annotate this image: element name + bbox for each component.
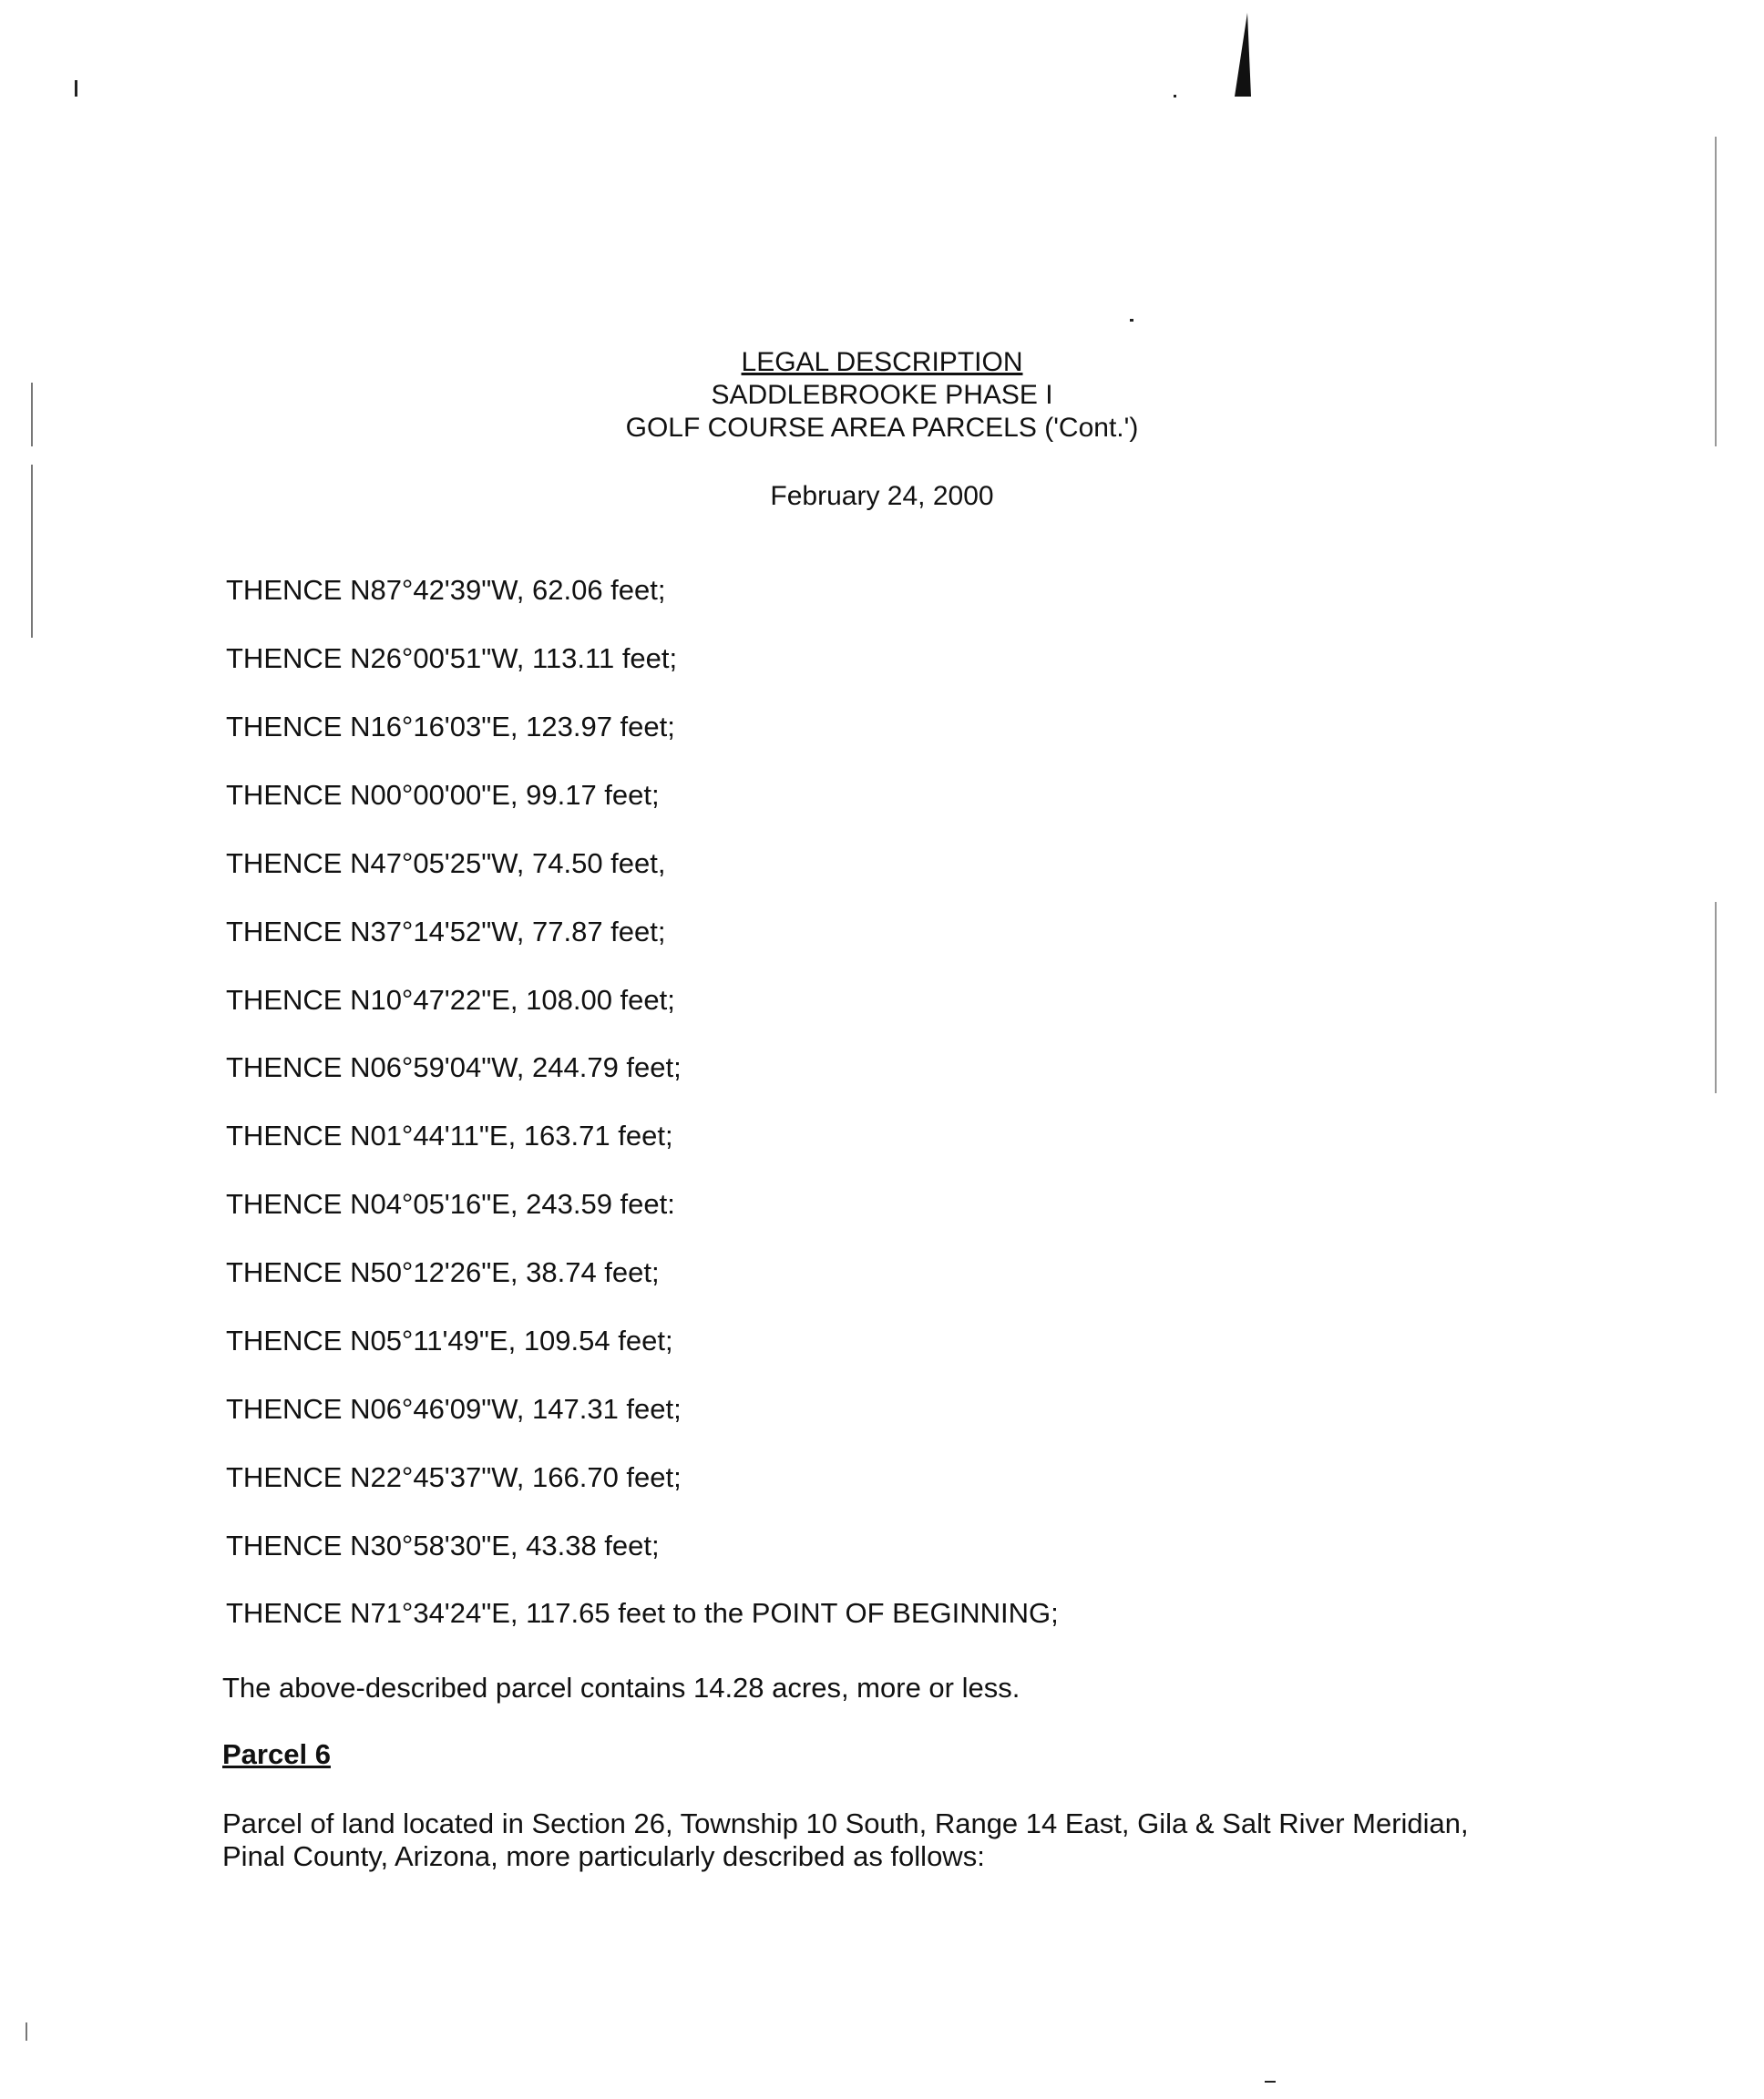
survey-call: THENCE N16°16'03"E, 123.97 feet; xyxy=(226,711,675,742)
scan-mark xyxy=(1174,95,1176,97)
heading-legal-description: LEGAL DESCRIPTION xyxy=(741,347,1023,377)
survey-call: THENCE N37°14'52"W, 77.87 feet; xyxy=(226,916,666,947)
survey-call: THENCE N30°58'30"E, 43.38 feet; xyxy=(226,1530,660,1561)
survey-call: THENCE N71°34'24"E, 117.65 feet to the POINT OF BEGINNING; xyxy=(226,1597,1059,1629)
survey-call: THENCE N26°00'51"W, 113.11 feet; xyxy=(226,642,678,674)
heading-area-parcels: GOLF COURSE AREA PARCELS ('Cont.') xyxy=(625,413,1139,443)
heading-project-name: SADDLEBROOKE PHASE I xyxy=(711,380,1053,410)
survey-call: THENCE N50°12'26"E, 38.74 feet; xyxy=(226,1256,660,1288)
scan-mark xyxy=(26,2022,27,2041)
survey-call: THENCE N87°42'39"W, 62.06 feet; xyxy=(226,574,666,606)
survey-call: THENCE N00°00'00"E, 99.17 feet; xyxy=(226,779,660,811)
parcel-heading: Parcel 6 xyxy=(222,1738,331,1770)
document-date: February 24, 2000 xyxy=(770,481,994,511)
survey-call: THENCE N05°11'49"E, 109.54 feet; xyxy=(226,1325,673,1357)
survey-call: THENCE N10°47'22"E, 108.00 feet; xyxy=(226,984,675,1016)
survey-call: THENCE N06°46'09"W, 147.31 feet; xyxy=(226,1393,682,1425)
acreage-statement: The above-described parcel contains 14.28 acres, more or less. xyxy=(222,1672,1020,1704)
parcel-description: Parcel of land located in Section 26, Township 10 South, Range 14 East, Gila & Salt River Meridian, Pinal County, Arizona, more particularly described as follows: xyxy=(222,1807,1469,1872)
scan-mark xyxy=(1130,319,1133,322)
survey-call: THENCE N04°05'16"E, 243.59 feet: xyxy=(226,1188,675,1220)
document-heading xyxy=(0,346,1764,445)
survey-call: THENCE N47°05'25"W, 74.50 feet, xyxy=(226,847,666,879)
scan-corner-mark xyxy=(1235,13,1251,97)
scan-mark xyxy=(1265,2081,1276,2083)
survey-call: THENCE N06°59'04"W, 244.79 feet; xyxy=(226,1051,682,1083)
scan-margin-line-right xyxy=(1715,902,1717,1093)
scan-mark xyxy=(75,80,77,97)
survey-call: THENCE N22°45'37"W, 166.70 feet; xyxy=(226,1461,682,1493)
survey-call: THENCE N01°44'11"E, 163.71 feet; xyxy=(226,1120,673,1152)
